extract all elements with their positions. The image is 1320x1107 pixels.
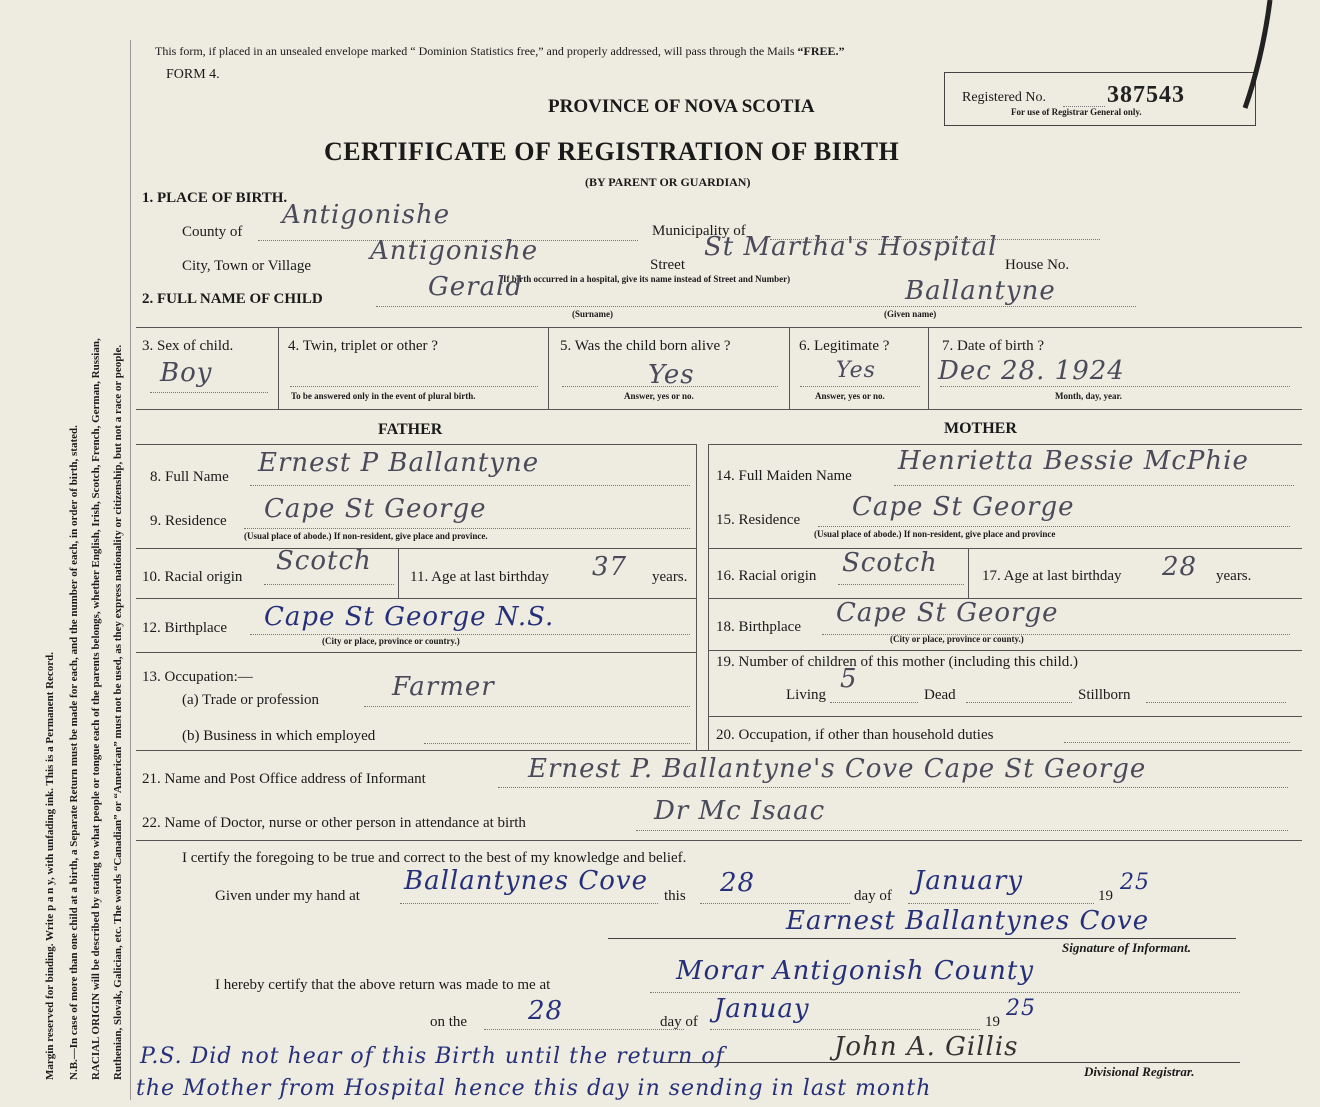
legitimate-dotline bbox=[800, 386, 920, 387]
rule-mother-head bbox=[708, 444, 1302, 445]
certify-day-of-label: day of bbox=[854, 888, 892, 904]
given-under-label: Given under my hand at bbox=[215, 888, 360, 904]
mother-residence-label: 15. Residence bbox=[716, 512, 801, 528]
legitimate-value: Yes bbox=[836, 358, 876, 383]
mother-occupation-label: 20. Occupation, if other than household duties bbox=[716, 727, 994, 743]
given-place-value: Ballantynes Cove bbox=[404, 866, 648, 896]
sex-dotline bbox=[150, 392, 268, 393]
rule-father-1 bbox=[136, 548, 696, 549]
registrar-place-value: Morar Antigonish County bbox=[676, 956, 1035, 986]
father-name-value: Ernest P Ballantyne bbox=[258, 448, 540, 478]
binding-margin-line bbox=[130, 40, 131, 1100]
doctor-dotline bbox=[636, 830, 1288, 831]
child-name-label: 2. FULL NAME OF CHILD bbox=[142, 291, 323, 307]
mother-residence-note: (Usual place of abode.) If non-resident, give place and province bbox=[814, 529, 1056, 539]
registrar-general-note: For use of Registrar General only. bbox=[1011, 107, 1142, 117]
city-label: City, Town or Village bbox=[182, 258, 312, 274]
mother-occupation-dotline bbox=[1064, 742, 1290, 743]
registrar-day-value: 28 bbox=[528, 996, 564, 1026]
father-heading: FATHER bbox=[378, 421, 443, 438]
registered-number: 387543 bbox=[1107, 82, 1185, 108]
alive-note: Answer, yes or no. bbox=[624, 391, 694, 401]
business-dotline bbox=[424, 743, 690, 744]
alive-value: Yes bbox=[648, 360, 695, 390]
mother-racial-value: Scotch bbox=[842, 548, 938, 578]
mother-name-label: 14. Full Maiden Name bbox=[716, 468, 852, 484]
trade-value: Farmer bbox=[392, 672, 495, 702]
dead-label: Dead bbox=[924, 687, 956, 703]
rule-child-bottom bbox=[136, 409, 1302, 410]
dead-dotline bbox=[966, 702, 1072, 703]
trade-label: (a) Trade or profession bbox=[182, 692, 320, 708]
rule-mother-age bbox=[968, 548, 969, 598]
signature-caption: Signature of Informant. bbox=[1062, 940, 1191, 955]
side-note-binding: Margin reserved for binding. Write p a n y, with unfading ink. This is a Permanent Record. bbox=[44, 651, 56, 1080]
county-value: Antigonishe bbox=[282, 200, 451, 230]
mother-name-dotline bbox=[894, 485, 1294, 486]
rule-father-age bbox=[398, 548, 399, 598]
rule-father-2 bbox=[136, 598, 696, 599]
mother-age-label: 17. Age at last birthday bbox=[982, 568, 1122, 584]
municipality-label: Municipality of bbox=[652, 223, 746, 239]
father-occupation-label: 13. Occupation:— bbox=[142, 669, 253, 685]
form-number: FORM 4. bbox=[166, 67, 220, 82]
certify-day-value: 28 bbox=[720, 868, 756, 898]
father-age-unit: years. bbox=[652, 569, 688, 585]
child-given-value: Ballantyne bbox=[905, 276, 1056, 306]
certify-this-label: this bbox=[664, 888, 686, 904]
certify-year-prefix: 19 bbox=[1098, 888, 1113, 904]
rule-child-col4 bbox=[928, 327, 929, 409]
certify-month-dotline bbox=[908, 903, 1094, 904]
ink-stroke bbox=[1225, 0, 1285, 110]
informant-label: 21. Name and Post Office address of Informant bbox=[142, 771, 426, 787]
doctor-label: 22. Name of Doctor, nurse or other person in attendance at birth bbox=[142, 815, 526, 831]
father-age-value: 37 bbox=[592, 552, 628, 582]
county-label: County of bbox=[182, 224, 243, 240]
business-label: (b) Business in which employed bbox=[182, 728, 376, 744]
alive-dotline bbox=[562, 386, 778, 387]
given-name-caption: (Given name) bbox=[884, 309, 937, 319]
registered-label: Registered No. bbox=[962, 90, 1046, 105]
father-name-label: 8. Full Name bbox=[150, 469, 229, 485]
living-label: Living bbox=[786, 687, 826, 703]
child-name-dotline bbox=[376, 306, 1136, 307]
signature-line bbox=[608, 938, 1236, 939]
rule-center-divider bbox=[696, 444, 697, 750]
registrar-day-of-label: day of bbox=[660, 1014, 698, 1030]
certificate-title: CERTIFICATE OF REGISTRATION OF BIRTH bbox=[324, 137, 900, 166]
given-place-dotline bbox=[400, 903, 658, 904]
father-birthplace-note: (City or place, province or country.) bbox=[322, 636, 460, 646]
house-number-label: House No. bbox=[1005, 257, 1070, 273]
certify-day-dotline bbox=[700, 903, 850, 904]
certificate-subtitle: (BY PARENT OR GUARDIAN) bbox=[585, 175, 751, 189]
dob-value: Dec 28. 1924 bbox=[938, 356, 1125, 386]
sex-value: Boy bbox=[160, 358, 213, 388]
father-residence-value: Cape St George bbox=[264, 494, 487, 524]
certify-year-value: 25 bbox=[1120, 870, 1150, 895]
mother-racial-dotline bbox=[838, 584, 964, 585]
legitimate-note: Answer, yes or no. bbox=[815, 391, 885, 401]
twin-dotline bbox=[290, 386, 538, 387]
father-name-dotline bbox=[250, 485, 690, 486]
registered-number-box bbox=[944, 72, 1256, 126]
side-note-nationality: Ruthenian, Slovak, Galician, etc. The words “Canadian” or “American” must not be used, as they express nationality or citizenship, but not a race or people. bbox=[112, 344, 124, 1080]
twin-note: To be answered only in the event of plural birth. bbox=[291, 391, 476, 401]
street-value: St Martha's Hospital bbox=[704, 232, 998, 262]
legitimate-label: 6. Legitimate ? bbox=[799, 338, 890, 354]
father-birthplace-value: Cape St George N.S. bbox=[264, 602, 555, 632]
father-residence-label: 9. Residence bbox=[150, 513, 227, 529]
rule-father-3 bbox=[136, 652, 696, 653]
rule-father-head bbox=[136, 444, 696, 445]
mail-notice: This form, if placed in an unsealed envelope marked “ Dominion Statistics free,” and properly addressed, will pass through the Mails “FREE.” bbox=[155, 44, 845, 58]
rule-child-col3 bbox=[789, 327, 790, 409]
rule-mother-4 bbox=[708, 716, 1302, 717]
rule-mother-3 bbox=[708, 650, 1302, 651]
living-dotline bbox=[830, 702, 918, 703]
informant-value: Ernest P. Ballantyne's Cove Cape St George bbox=[528, 754, 1147, 784]
registrar-signature-line bbox=[660, 1062, 1240, 1063]
registrar-month-value: Januay bbox=[714, 994, 810, 1024]
informant-dotline bbox=[498, 787, 1288, 788]
surname-caption: (Surname) bbox=[572, 309, 613, 319]
trade-dotline bbox=[364, 706, 690, 707]
alive-label: 5. Was the child born alive ? bbox=[560, 338, 731, 354]
registrar-year-value: 25 bbox=[1006, 996, 1036, 1021]
mother-name-value: Henrietta Bessie McPhie bbox=[898, 446, 1249, 476]
father-racial-dotline bbox=[264, 584, 394, 585]
twin-label: 4. Twin, triplet or other ? bbox=[288, 338, 438, 354]
mother-residence-value: Cape St George bbox=[852, 492, 1075, 522]
certify-statement: I certify the foregoing to be true and correct to the best of my knowledge and belief. bbox=[182, 850, 687, 866]
mother-heading: MOTHER bbox=[944, 420, 1017, 437]
child-surname-value: Gerald bbox=[428, 272, 524, 302]
father-racial-value: Scotch bbox=[276, 546, 372, 576]
mother-racial-label: 16. Racial origin bbox=[716, 568, 817, 584]
rule-mother-1 bbox=[708, 548, 1302, 549]
ps-note-line1: P.S. Did not hear of this Birth until the return of bbox=[140, 1044, 725, 1069]
ps-note-line2: the Mother from Hospital hence this day in sending in last month bbox=[136, 1076, 932, 1101]
registrar-day-dotline bbox=[484, 1029, 684, 1030]
father-residence-dotline bbox=[244, 528, 690, 529]
mother-age-unit: years. bbox=[1216, 568, 1252, 584]
mother-birthplace-value: Cape St George bbox=[836, 598, 1059, 628]
rule-parents-bottom bbox=[136, 750, 1302, 751]
doctor-value: Dr Mc Isaac bbox=[654, 796, 826, 826]
father-age-label: 11. Age at last birthday bbox=[410, 569, 549, 585]
rule-center-divider-2 bbox=[708, 444, 709, 750]
side-note-multiple-births: N.B.—In case of more than one child at a birth, a Separate Return must be made for each, and the number of each, in order of birth, stated. bbox=[68, 425, 80, 1080]
registrar-signature: John A. Gillis bbox=[834, 1032, 1019, 1062]
mother-children-label: 19. Number of children of this mother (including this child.) bbox=[716, 654, 1079, 670]
place-of-birth-heading: 1. PLACE OF BIRTH. bbox=[142, 190, 288, 206]
rule-child-top bbox=[136, 327, 1302, 328]
dob-label: 7. Date of birth ? bbox=[942, 338, 1045, 354]
registrar-month-dotline bbox=[710, 1029, 980, 1030]
province-heading: PROVINCE OF NOVA SCOTIA bbox=[548, 96, 815, 117]
father-birthplace-label: 12. Birthplace bbox=[142, 620, 227, 636]
registrar-on-the-label: on the bbox=[430, 1014, 468, 1030]
dob-dotline bbox=[940, 386, 1290, 387]
sex-label: 3. Sex of child. bbox=[142, 338, 234, 354]
side-note-racial-origin: RACIAL ORIGIN will be described by stating to what people or tongue each of the parents belongs, whether English, Irish, Scotch, French, German, Russian, bbox=[90, 338, 102, 1080]
rule-doctor-bottom bbox=[136, 840, 1302, 841]
living-value: 5 bbox=[840, 664, 858, 694]
father-birthplace-dotline bbox=[250, 634, 690, 635]
registrar-caption: Divisional Registrar. bbox=[1084, 1064, 1195, 1079]
father-residence-note: (Usual place of abode.) If non-resident, give place and province. bbox=[244, 531, 488, 541]
dob-note: Month, day, year. bbox=[1055, 391, 1122, 401]
informant-signature: Earnest Ballantynes Cove bbox=[786, 906, 1150, 936]
city-value: Antigonishe bbox=[370, 236, 539, 266]
mother-residence-dotline bbox=[818, 526, 1290, 527]
mother-birthplace-label: 18. Birthplace bbox=[716, 619, 801, 635]
stillborn-dotline bbox=[1146, 702, 1286, 703]
stillborn-label: Stillborn bbox=[1078, 687, 1131, 703]
certify-month-value: January bbox=[914, 866, 1024, 896]
registrar-statement: I hereby certify that the above return was made to me at bbox=[215, 977, 551, 993]
mother-age-value: 28 bbox=[1162, 552, 1198, 582]
rule-child-col1 bbox=[278, 327, 279, 409]
registrar-place-dotline bbox=[650, 992, 1240, 993]
father-racial-label: 10. Racial origin bbox=[142, 569, 243, 585]
street-label: Street bbox=[650, 257, 685, 273]
rule-child-col2 bbox=[548, 327, 549, 409]
hospital-note: (If birth occurred in a hospital, give its name instead of Street and Number) bbox=[500, 274, 791, 284]
mother-birthplace-note: (City or place, province or county.) bbox=[890, 634, 1024, 644]
registrar-year-prefix: 19 bbox=[985, 1014, 1000, 1030]
